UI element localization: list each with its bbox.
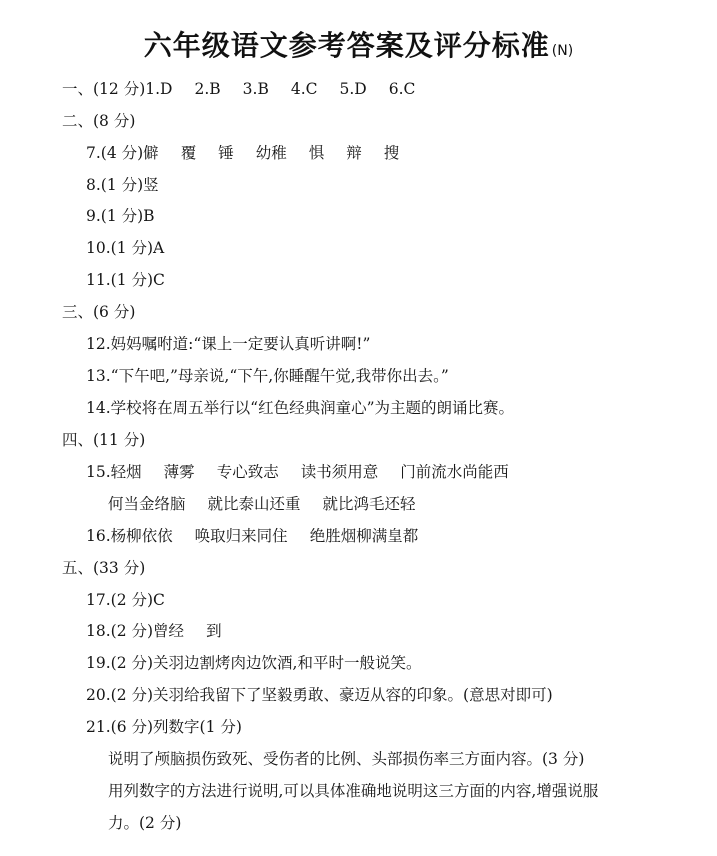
- question-21: 21.(6 分)列数字(1 分): [86, 718, 242, 736]
- question-19: 19.(2 分)关羽边割烤肉边饮酒,和平时一般说笑。: [86, 654, 422, 672]
- q18-label: 18.(2 分): [86, 622, 154, 640]
- q15-item: 何当金络脑: [108, 495, 186, 513]
- answer-4: 4.C: [290, 80, 318, 98]
- q21-explanation-line-3: 力。(2 分): [108, 814, 182, 832]
- question-14: 14.学校将在周五举行以“红色经典润童心”为主题的朗诵比赛。: [86, 399, 515, 417]
- q21-explanation-line-2: 用列数字的方法进行说明,可以具体准确地说明这三方面的内容,增强说服: [108, 782, 599, 800]
- question-11: 11.(1 分)C: [86, 271, 165, 289]
- q16-item: 杨柳依依: [110, 527, 173, 545]
- title-suffix: (N): [551, 43, 574, 59]
- page-title: [0, 24, 717, 64]
- question-20: 20.(2 分)关羽给我留下了坚毅勇敢、豪迈从容的印象。(意思对即可): [86, 686, 553, 704]
- q18-item: 到: [206, 622, 222, 640]
- question-16: [86, 522, 418, 550]
- q18-item: 曾经: [153, 622, 185, 640]
- question-9: 9.(1 分)B: [86, 207, 155, 225]
- q15-item: 读书须用意: [300, 463, 379, 481]
- title-main: 六年级语文参考答案及评分标准: [143, 29, 550, 62]
- section-5-label: 五、(33 分): [62, 559, 146, 577]
- q16-item: 绝胜烟柳满皇都: [309, 527, 419, 545]
- answer-6: 6.C: [388, 80, 416, 98]
- q15-number: 15.: [86, 463, 111, 481]
- q7-word: 辩: [346, 144, 362, 162]
- question-10: 10.(1 分)A: [86, 239, 165, 257]
- section-2-label: 二、(8 分): [62, 112, 136, 130]
- answer-3: 3.B: [242, 80, 269, 98]
- q7-word: 锤: [218, 144, 234, 162]
- question-18: [86, 617, 222, 645]
- q15-item: 就比泰山还重: [207, 495, 301, 513]
- question-12: 12.妈妈嘱咐道:“课上一定要认真听讲啊!”: [86, 335, 371, 353]
- q16-number: 16.: [86, 527, 111, 545]
- q7-word: 搜: [383, 144, 400, 162]
- q15-item: 专心致志: [216, 463, 279, 481]
- question-7: [86, 139, 399, 167]
- section-4-label: 四、(11 分): [62, 431, 146, 449]
- q16-item: 唤取归来同住: [194, 527, 288, 545]
- q7-word: 幼稚: [255, 144, 287, 162]
- section-1-line: [62, 75, 415, 103]
- answer-1: 1.D: [145, 80, 173, 98]
- section-1-label: 一、(12 分): [62, 80, 146, 98]
- answer-5: 5.D: [339, 80, 367, 98]
- question-8: 8.(1 分)竖: [86, 176, 159, 194]
- question-15: [86, 458, 509, 486]
- question-17: 17.(2 分)C: [86, 591, 165, 609]
- q7-word: 覆: [180, 144, 197, 162]
- q15-item: 薄雾: [163, 463, 195, 481]
- q15-item: 门前流水尚能西: [400, 463, 509, 481]
- question-15-continued: [108, 490, 416, 518]
- q7-word: 惧: [308, 144, 325, 162]
- q15-item: 轻烟: [110, 463, 142, 481]
- q21-explanation-line-1: 说明了颅脑损伤致死、受伤者的比例、头部损伤率三方面内容。(3 分): [108, 750, 585, 768]
- section-3-label: 三、(6 分): [62, 303, 136, 321]
- question-13: 13.“下午吧,”母亲说,“下午,你睡醒午觉,我带你出去。”: [86, 367, 449, 385]
- answer-2: 2.B: [194, 80, 221, 98]
- q15-item: 就比鸿毛还轻: [322, 495, 416, 513]
- q7-label: 7.(4 分): [86, 144, 144, 162]
- q7-word: 僻: [143, 144, 159, 162]
